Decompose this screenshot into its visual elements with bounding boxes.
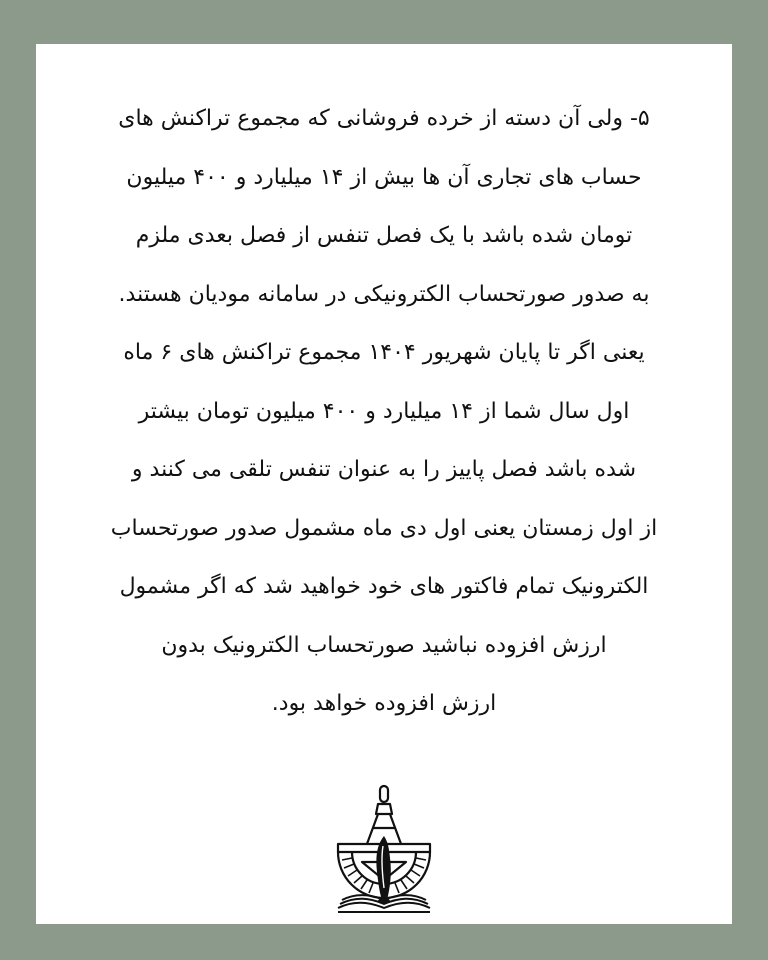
text-line: اول سال شما از ۱۴ میلیارد و ۴۰۰ میلیون تومان بیشتر [138,398,630,424]
content-panel [36,44,732,924]
text-line: شده باشد فصل پاییز را به عنوان تنفس تلقی می کنند و [131,457,637,482]
text-line: الکترونیک تمام فاکتور های خود خواهید شد که اگر مشمول [119,574,649,599]
compass-protractor-book-emblem-icon [334,784,434,914]
document-body [36,90,732,734]
text-line: به صدور صورتحساب الکترونیکی در سامانه مودیان هستند. [118,281,650,307]
text-line: ۵- ولی آن دسته از خرده فروشانی که مجموع تراکنش های [118,106,650,131]
text-line: از اول زمستان یعنی اول دی ماه مشمول صدور صورتحساب [110,515,658,541]
text-line: تومان شده باشد با یک فصل تنفس از فصل بعدی ملزم [135,223,633,248]
text-line: یعنی اگر تا پایان شهریور ۱۴۰۴ مجموع تراکنش های ۶ ماه [123,340,645,365]
text-line: حساب های تجاری آن ها بیش از ۱۴ میلیارد و ۴۰۰ میلیون [126,164,642,190]
text-line: ارزش افزوده نباشید صورتحساب الکترونیک بدون [161,632,607,658]
text-line: ارزش افزوده خواهد بود. [271,691,497,716]
